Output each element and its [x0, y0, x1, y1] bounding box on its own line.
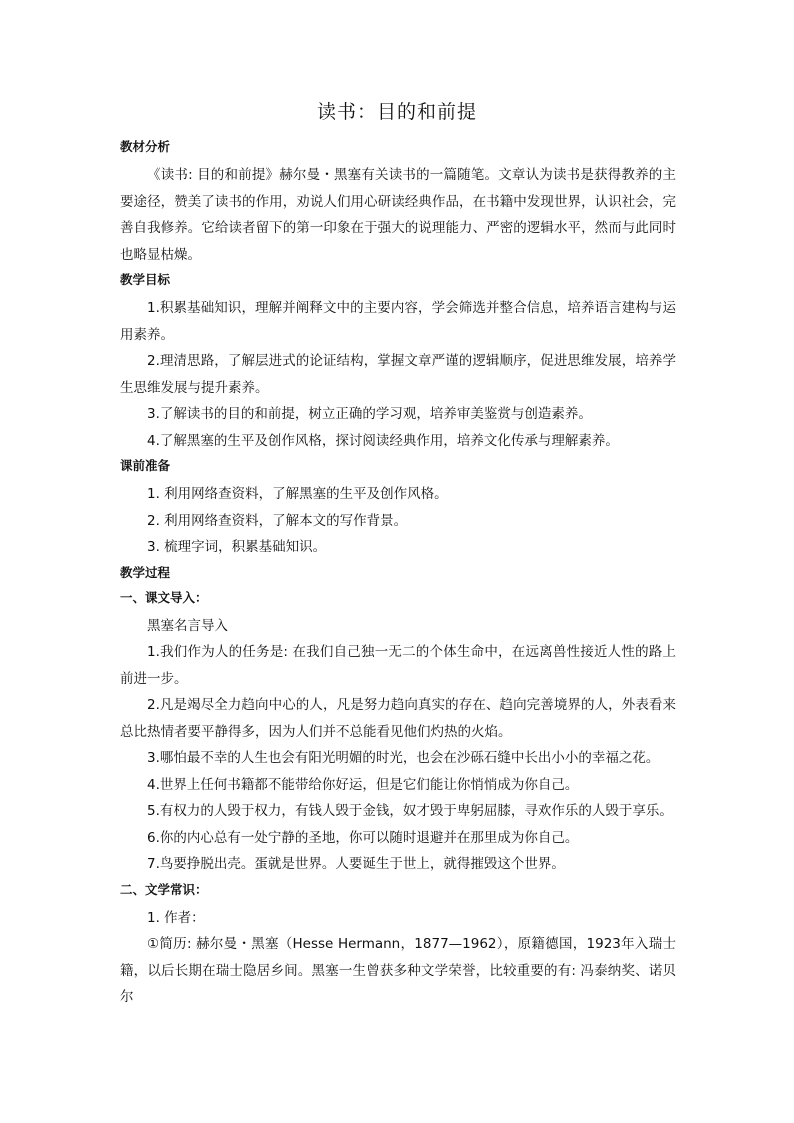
- prep-item-3: 3. 梳理字词，积累基础知识。: [147, 539, 327, 555]
- prep-item-1: 1. 利用网络查资料，了解黑塞的生平及创作风格。: [147, 486, 448, 502]
- goal-item-4: 4.了解黑塞的生平及创作风格，探讨阅读经典作用，培养文化传承与理解素养。: [147, 432, 619, 449]
- goal-item-3: 3.了解读书的目的和前提，树立正确的学习观，培养审美鉴赏与创造素养。: [147, 406, 592, 422]
- prep-item-2: 2. 利用网络查资料，了解本文的写作背景。: [147, 512, 408, 529]
- quote-item-1: 1.我们作为人的任务是: 在我们自己独一无二的个体生命中，在远离兽性接近人性的路上前进一步。: [120, 644, 676, 687]
- page-title: 读书：目的和前提: [316, 101, 477, 123]
- quote-item-5: 5.有权力的人毁于权力，有钱人毁于金钱，奴才毁于卑躬屈膝，寻欢作乐的人毁于享乐。: [147, 803, 673, 819]
- document-body: [120, 137, 676, 1011]
- section-heading-analysis: 教材分析: [120, 139, 171, 154]
- section-heading-prep: 课前准备: [120, 458, 171, 473]
- part1-intro: 黑塞名言导入: [147, 617, 228, 634]
- section-heading-process: 教学过程: [120, 564, 171, 580]
- part1-heading: 一、课文导入：: [120, 589, 208, 605]
- part2-sub-author: 1. 作者：: [147, 909, 205, 926]
- author-bio: ①简历: 赫尔曼・黑塞（Hesse Hermann，1877—1962），原籍德国，1923年入瑞士籍，以后长期在瑞士隐居乡间。黑塞一生曾获多种文学荣誉，比较重要的有: 冯泰纳奖、诺贝尔: [120, 936, 676, 1005]
- goal-item-1: 1.积累基础知识，理解并阐释文中的主要内容，学会筛选并整合信息，培养语言建构与运用素养。: [120, 300, 676, 343]
- quote-item-7: 7.鸟要挣脱出壳。蛋就是世界。人要诞生于世上，就得摧毁这个世界。: [147, 856, 565, 872]
- quote-item-2: 2.凡是竭尽全力趋向中心的人，凡是努力趋向真实的存在、趋向完善境界的人，外表看来总比热情者要平静得多，因为人们并不总能看见他们灼热的火焰。: [120, 697, 676, 740]
- goal-item-2: 2.理清思路，了解层进式的论证结构，掌握文章严谨的逻辑顺序，促进思维发展，培养学生思维发展与提升素养。: [120, 353, 676, 396]
- analysis-paragraph: 《读书: 目的和前提》赫尔曼・黑塞有关读书的一篇随笔。文章认为读书是获得教养的主要途径，赞美了读书的作用，劝说人们用心研读经典作品，在书籍中发现世界，认识社会，完善自我修养。它给读者留下的第一印象在于强大的说理能力、严密的逻辑水平，然而与此同时也略显枯燥。: [120, 167, 676, 263]
- quote-item-3: 3.哪怕最不幸的人生也会有阳光明媚的时光，也会在沙砾石缝中长出小小的幸福之花。: [147, 750, 660, 766]
- quote-item-4: 4.世界上任何书籍都不能带给你好运，但是它们能让你悄悄成为你自己。: [147, 776, 579, 793]
- quote-item-6: 6.你的内心总有一处宁静的圣地，你可以随时退避并在那里成为你自己。: [147, 829, 579, 846]
- part2-heading: 二、文学常识：: [120, 881, 208, 897]
- section-heading-goals: 教学目标: [120, 272, 171, 287]
